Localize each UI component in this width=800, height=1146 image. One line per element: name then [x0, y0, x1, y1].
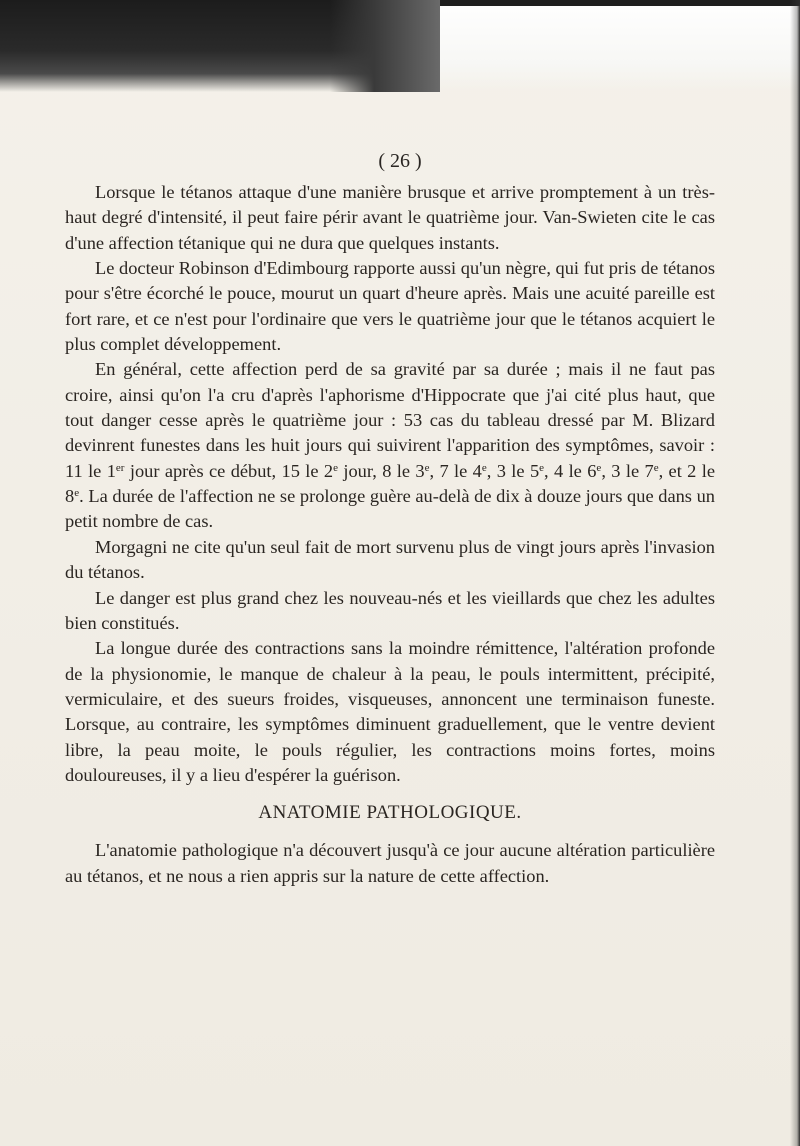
paragraph-3-text: , 4 le 6 — [544, 460, 597, 481]
ordinal-superscript: e — [539, 461, 545, 474]
paragraph-3-text: jour, 8 le 3 — [338, 460, 425, 481]
ordinal-superscript: e — [481, 461, 487, 474]
ordinal-superscript: e — [596, 461, 602, 474]
ordinal-superscript: er — [115, 461, 125, 474]
ordinal-superscript: e — [333, 461, 338, 474]
paragraph-3-text: , 7 le 4 — [429, 460, 482, 481]
paragraph-6: La longue durée des contractions sans la moindre rémittence, l'altération profonde de la physionomie, le manque de chaleur à la peau, le pouls intermittent, précipité, vermiculaire, et des sueurs froides, visqueuses, annoncent une terminaison funeste. Lorsque, au contraire, les symptômes diminuent graduellement, que le ventre devient libre, la peau moite, le pouls régulier, les contractions moins fortes, moins douloureuses, il y a lieu d'espérer la guérison. — [65, 638, 715, 785]
paragraph-3-text: jour après ce début, 15 le 2 — [124, 460, 334, 481]
paragraph-4: Morgagni ne cite qu'un seul fait de mort survenu plus de vingt jours après l'invasion du tétanos. — [65, 536, 715, 583]
paragraph-2: Le docteur Robinson d'Edimbourg rapporte aussi qu'un nègre, qui fut pris de tétanos pour s'être écorché le pouce, mourut un quart d'heure après. Mais une acuité pareille est fort rare, et ce n'est pour l'ordinaire que vers le quatrième jour que le tétanos acquiert le plus complet développement. — [65, 258, 715, 355]
paragraph-5: Le danger est plus grand chez les nouveau-nés et les vieillards que chez les adultes bien constitués. — [65, 587, 715, 633]
paragraph-1: Lorsque le tétanos attaque d'une manière brusque et arrive promptement à un très-haut degré d'intensité, il peut faire périr avant le quatrième jour. Van-Swieten cite le cas d'une affection tétanique qui ne dura que quelques instants. — [65, 182, 715, 253]
ordinal-superscript: e — [424, 461, 430, 474]
paragraph-3-text: , et 2 le 8 — [65, 460, 716, 507]
body-text — [65, 180, 715, 889]
scan-shadow — [0, 0, 440, 92]
paragraph-3-text: , 3 le 5 — [486, 460, 540, 481]
section-heading: ANATOMIE PATHOLOGIQUE. — [258, 802, 522, 824]
ordinal-superscript: e — [653, 461, 659, 474]
paragraph-3-text: . La durée de l'affection ne se prolonge guère au-delà de dix à douze jours que dans un petit nombre de cas. — [65, 486, 715, 532]
page-number: ( 26 ) — [378, 150, 422, 172]
paragraph-3 — [65, 357, 715, 534]
paragraph-3-text: En général, cette affection perd de sa gravité par sa durée ; mais il ne faut pas croire, ainsi qu'on l'a cru d'après l'aphorisme d'Hippocrate que j'ai cité plus haut, que tout danger cesse après le quatrième jour : 53 cas du tableau dressé par M. Blizard devinrent funestes dans les huit jours qui suivirent l'apparition des symptômes, savoir : 11 le 1 — [65, 359, 715, 481]
ordinal-superscript: e — [74, 487, 80, 500]
paragraph-7: L'anatomie pathologique n'a découvert jusqu'à ce jour aucune altération particulière au tétanos, et ne nous a rien appris sur la nature de cette affection. — [65, 840, 715, 886]
paragraph-3-text: , 3 le 7 — [601, 460, 654, 481]
